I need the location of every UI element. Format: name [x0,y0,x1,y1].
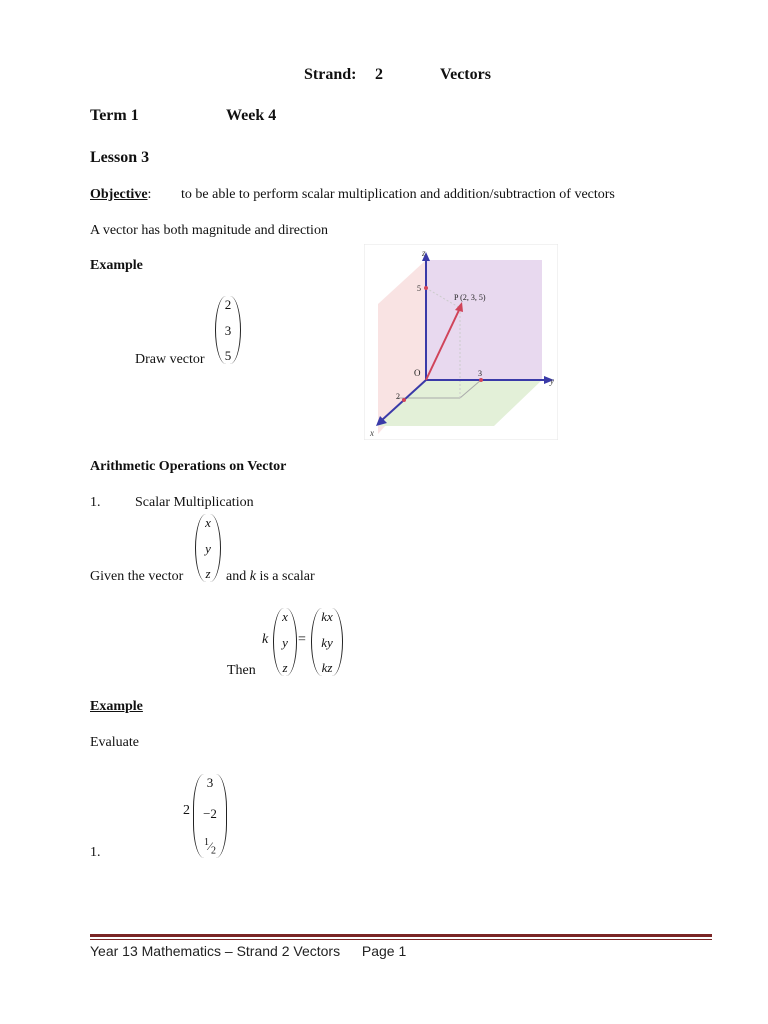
objective-text: to be able to perform scalar multiplication and addition/subtraction of vectors [181,187,615,202]
formula-vector [273,608,297,676]
item-title: Scalar Multiplication [135,495,254,510]
strand-number: 2 [375,66,383,83]
example2-heading: Example [90,699,143,714]
vector-entry: −2 [203,805,217,821]
strand-topic: Vectors [440,66,491,83]
origin-label: O [414,368,421,378]
footer [90,943,406,959]
objective-colon: : [147,187,152,202]
scalar-text: is a scalar [259,569,315,584]
fraction-denominator: 2 [211,844,216,856]
item-number: 1. [90,495,101,510]
then-text: Then [227,663,256,678]
vector-entry: z [282,660,288,675]
vector-entry: kz [321,660,333,675]
objective-line [90,187,151,203]
vector-fraction: $^1⁄_2$ [203,836,216,856]
x-tick-dot [402,398,406,402]
formula-result [311,608,343,676]
y-tick-dot [479,378,483,382]
lesson-label: Lesson 3 [90,149,150,166]
example-heading: Example [90,258,143,273]
example2-item-number: 1. [90,845,101,860]
z-tick-label: 5 [417,284,421,293]
vector-3d-figure [364,244,558,440]
vector-entry: y [282,634,288,650]
vector-entry: kx [321,609,333,624]
x-tick-label: 2 [396,392,400,401]
vector-entry: z [205,566,211,581]
example-vector [215,296,241,364]
strand-label: Strand: [304,66,357,83]
example2-scalar: 2 [183,803,190,818]
formula-k: k [262,632,269,647]
footer-rule-thin [90,939,712,940]
example2-vector [193,774,227,858]
and-text: and [226,569,247,584]
z-axis-label: z [422,248,426,258]
y-axis-label: y [550,376,554,386]
draw-vector-text: Draw vector [135,352,205,367]
intro-text: A vector has both magnitude and direction [90,223,328,238]
given-text: Given the vector [90,569,184,584]
scalar-statement [226,569,315,585]
k-symbol: k [249,569,256,584]
vector-entry: x [205,515,211,530]
vector-entry: x [282,609,288,624]
objective-label: Objective [90,187,148,202]
vector-entry: 5 [224,348,232,363]
week-label: Week 4 [226,107,277,124]
evaluate-text: Evaluate [90,735,139,750]
y-tick-label: 3 [478,369,482,378]
fraction-numerator: 1 [203,836,209,848]
equals-sign: = [298,632,306,647]
vector-entry: ky [321,634,333,650]
page-number: Page 1 [361,943,407,959]
yz-plane [426,260,542,380]
vector-entry: 3 [206,775,214,790]
vector-entry: 3 [224,322,232,338]
z-tick-dot [424,286,428,290]
vector-entry: y [205,540,211,556]
point-label: P (2, 3, 5) [454,293,486,302]
term-label: Term 1 [90,107,139,124]
footer-rule [90,934,712,937]
footer-text: Year 13 Mathematics – Strand 2 Vectors [90,943,341,959]
x-axis-label: x [370,428,374,438]
vector-entry: 2 [224,297,232,312]
given-vector [195,514,221,582]
arithmetic-heading: Arithmetic Operations on Vector [90,459,287,474]
